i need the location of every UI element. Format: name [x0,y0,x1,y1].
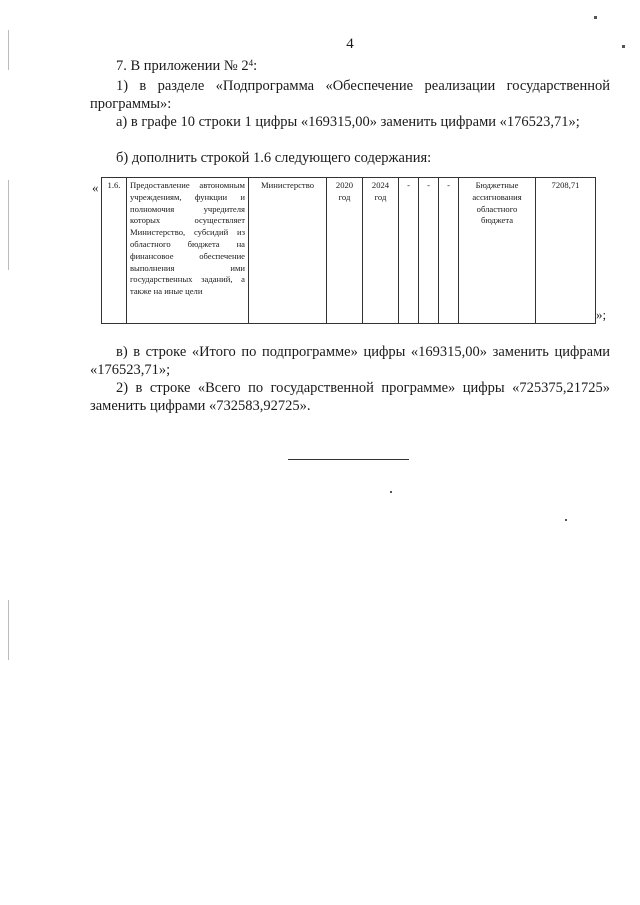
scan-margin-mark [8,30,9,70]
paragraph-a: а) в графе 10 строки 1 цифры «169315,00» заменить цифрами «176523,71»; [116,114,580,130]
cell-amount: 7208,71 [536,178,596,324]
cell-dash-1: - [399,178,419,324]
paragraph-2: 2) в строке «Всего по государственной программе» цифры «725375,21725» заменить цифрами «732583,92725». [90,380,610,414]
cell-dash-2: - [419,178,439,324]
signature-divider [288,459,409,460]
insert-table [101,177,596,324]
cell-description: Предоставление автономным учреждениям, функции и полномочия учредителя которых осуществляет Министерство, субсидий из областного бюджета на финансовое обеспечение выполнения ими государственных заданий, а также на иные цели [127,178,249,324]
cell-number: 1.6. [102,178,127,324]
table-quote-close: »; [596,307,607,322]
scan-speck [565,519,567,521]
scan-margin-mark [8,600,9,660]
table-quote-open: « [92,180,99,195]
paragraph-b: б) дополнить строкой 1.6 следующего содержания: [116,150,432,166]
cell-dash-3: - [439,178,459,324]
scan-margin-mark [8,180,9,270]
cell-end-year: 2024 год [363,178,399,324]
cell-start-year: 2020 год [327,178,363,324]
page-number: 4 [346,36,354,52]
item-7-heading [116,57,596,75]
scan-speck [622,45,625,48]
table-row [102,178,596,324]
item-7-tail: : [253,58,258,74]
cell-executor: Министерство [249,178,327,324]
scan-speck [390,491,392,493]
paragraph-1: 1) в разделе «Подпрограмма «Обеспечение реализации государственной программы»: [90,78,610,112]
item-7-text: 7. В приложении № 2 [116,58,249,74]
item-7-superscript: 4 [248,58,254,68]
scan-speck [594,16,597,19]
paragraph-v: в) в строке «Итого по подпрограмме» цифры «169315,00» заменить цифрами «176523,71»; [90,344,610,378]
cell-funding-source: Бюджетные ассигнования областного бюджета [459,178,536,324]
